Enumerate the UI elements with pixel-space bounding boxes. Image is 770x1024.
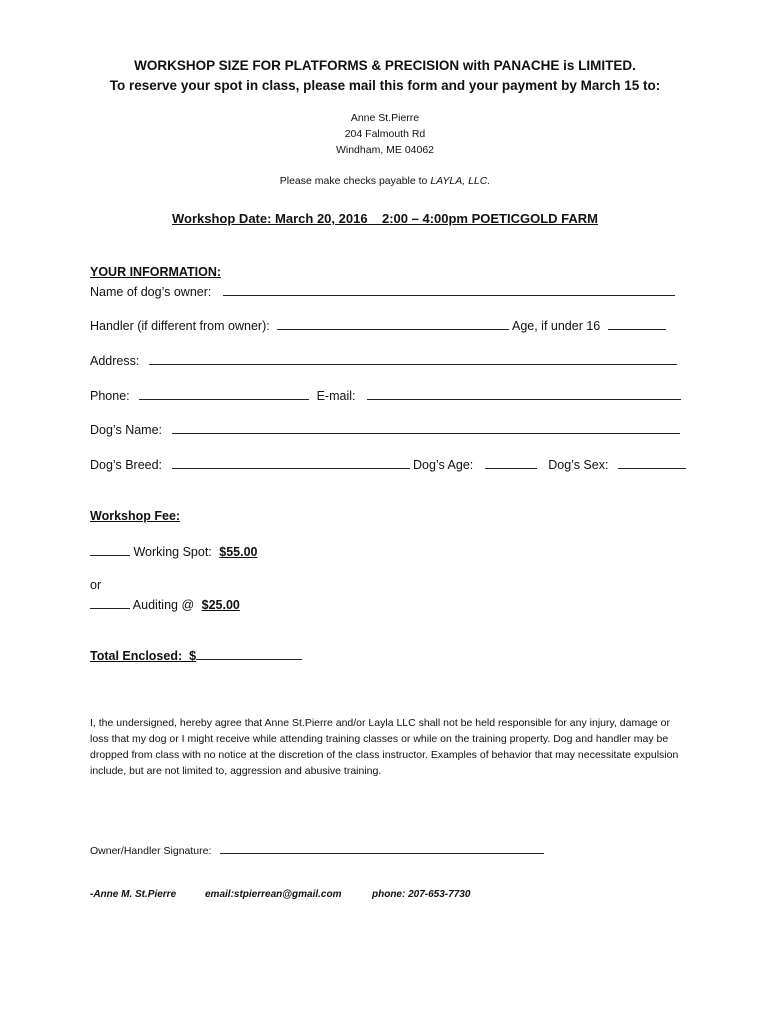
- owner-name-row: [90, 283, 675, 299]
- age-field[interactable]: [608, 317, 666, 330]
- working-spot-label: Working Spot:: [133, 545, 212, 559]
- owner-name-field[interactable]: [223, 283, 675, 296]
- age-label: Age, if under 16: [511, 319, 601, 333]
- address-street: 204 Falmouth Rd: [344, 128, 426, 140]
- address-row: [90, 352, 677, 368]
- phone-label: Phone:: [90, 389, 130, 403]
- footer-name: -Anne M. St.Pierre: [90, 889, 177, 900]
- signature-label: Owner/Handler Signature:: [90, 845, 212, 857]
- reservation-instructions: To reserve your spot in class, please mail this form and your payment by March 15 to:: [109, 78, 661, 93]
- total-enclosed-field[interactable]: [196, 647, 302, 660]
- footer-phone: phone: 207-653-7730: [372, 889, 471, 900]
- signature-field[interactable]: [220, 843, 544, 854]
- checks-payee: LAYLA, LLC.: [430, 175, 491, 187]
- working-spot-price: $55.00: [219, 545, 258, 559]
- auditing-price: $25.00: [201, 598, 240, 612]
- phone-field[interactable]: [139, 387, 309, 400]
- auditing-row: [90, 596, 240, 612]
- total-enclosed-label: Total Enclosed: $: [90, 649, 197, 663]
- dog-name-label: Dog’s Name:: [90, 423, 163, 437]
- dog-breed-field[interactable]: [172, 456, 410, 469]
- checks-prefix: Please make checks payable to: [279, 175, 431, 187]
- liability-disclaimer: I, the undersigned, hereby agree that Anne St.Pierre and/or Layla LLC shall not be held responsible for any injury, damage or loss that my dog or I might receive while attending training classes or while on the training property. Dog and handler may be dropped from class with no notice at the discretion of the class instructor. Examples of behavior that may necessitate expulsion include, but are not limited to, aggression and abusive training.: [90, 717, 679, 777]
- handler-label: Handler (if different from owner):: [90, 319, 270, 333]
- total-enclosed-row: [90, 647, 302, 663]
- dog-breed-label: Dog’s Breed:: [90, 458, 163, 472]
- or-text: or: [90, 578, 102, 592]
- auditing-checkline[interactable]: [90, 596, 130, 609]
- dog-age-label: Dog’s Age:: [413, 458, 474, 472]
- email-field[interactable]: [367, 387, 681, 400]
- dog-details-row: [90, 456, 686, 472]
- signature-row: [90, 843, 544, 857]
- handler-field[interactable]: [277, 317, 509, 330]
- address-name: Anne St.Pierre: [350, 112, 420, 124]
- phone-email-row: [90, 387, 681, 403]
- dog-name-row: [90, 421, 680, 437]
- dog-sex-field[interactable]: [618, 456, 686, 469]
- owner-name-label: Name of dog’s owner:: [90, 285, 212, 299]
- dog-name-field[interactable]: [172, 421, 680, 434]
- address-field[interactable]: [149, 352, 677, 365]
- address-label: Address:: [90, 354, 140, 368]
- workshop-date: Workshop Date: March 20, 2016 2:00 – 4:00pm POETICGOLD FARM: [172, 211, 598, 226]
- email-label: E-mail:: [316, 389, 356, 403]
- workshop-fee-heading: Workshop Fee:: [90, 509, 181, 523]
- your-information-heading: YOUR INFORMATION:: [90, 265, 222, 279]
- handler-row: [90, 317, 666, 333]
- size-limit-heading: WORKSHOP SIZE FOR PLATFORMS & PRECISION with PANACHE is LIMITED.: [134, 58, 636, 73]
- dog-age-field[interactable]: [485, 456, 537, 469]
- working-spot-checkline[interactable]: [90, 543, 130, 556]
- address-city: Windham, ME 04062: [335, 144, 435, 156]
- checks-payable-note: [0, 175, 770, 187]
- working-spot-row: [90, 543, 257, 559]
- auditing-label: Auditing @: [132, 598, 195, 612]
- dog-sex-label: Dog’s Sex:: [548, 458, 609, 472]
- footer-email: email:stpierrean@gmail.com: [205, 889, 342, 900]
